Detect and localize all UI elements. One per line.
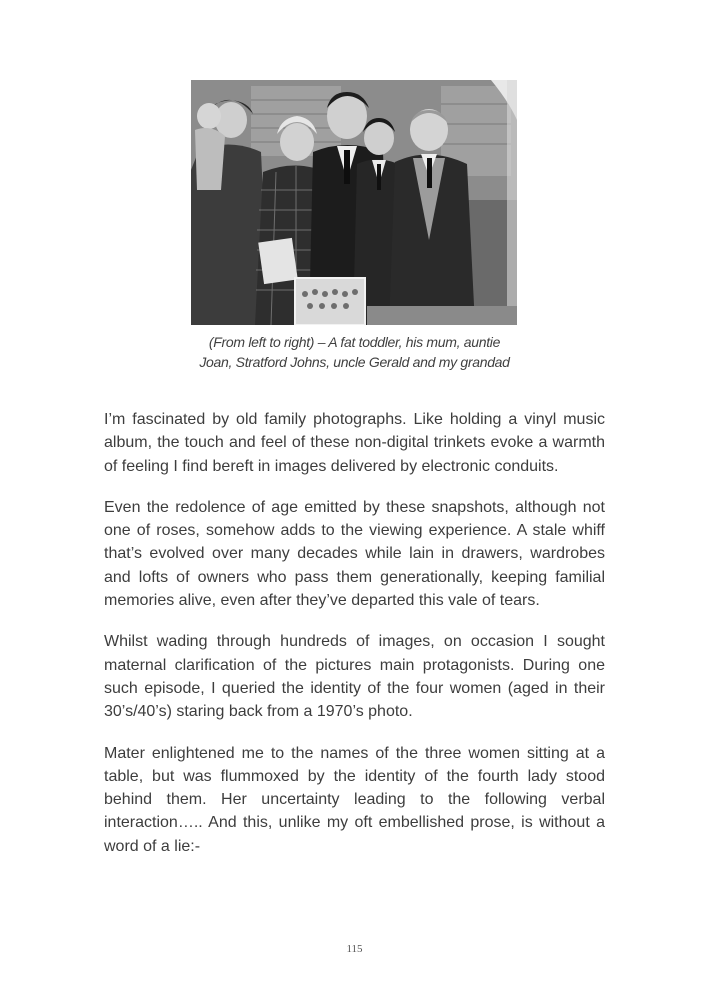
page-number: 115 bbox=[346, 943, 363, 955]
paragraph: I’m fascinated by old family photographs. Like holding a vinyl music album, the touch and feel of these non-digital trinkets evoke a warmth of feeling I find bereft in images delivered by electronic conduits. bbox=[104, 411, 605, 475]
paragraph: Whilst wading through hundreds of images, on occasion I sought maternal clarification of the pictures main protagonists. During one such episode, I queried the identity of the four women (aged in their 30’s/40’s) staring back from a 1970’s photo. bbox=[104, 633, 605, 721]
family-photograph bbox=[191, 80, 517, 325]
body-text bbox=[104, 408, 605, 876]
paragraph: Mater enlightened me to the names of the three women sitting at a table, but was flummoxed by the identity of the fourth lady stood behind them. Her uncertainty leading to the following verbal interaction….. And this, unlike my oft embellished prose, is without a word of a lie:- bbox=[104, 744, 605, 855]
photo-caption bbox=[150, 332, 559, 372]
caption-line-2: Joan, Stratford Johns, uncle Gerald and my grandad bbox=[199, 354, 510, 370]
paragraph: Even the redolence of age emitted by these snapshots, although not one of roses, somehow adds to the viewing experience. A stale whiff that’s evolved over many decades while lain in drawers, wardrobes and lofts of owners who pass them generationally, keeping familial memories alive, even after they’ve departed this vale of tears. bbox=[104, 498, 605, 610]
caption-line-1: (From left to right) – A fat toddler, his mum, auntie bbox=[208, 334, 501, 350]
